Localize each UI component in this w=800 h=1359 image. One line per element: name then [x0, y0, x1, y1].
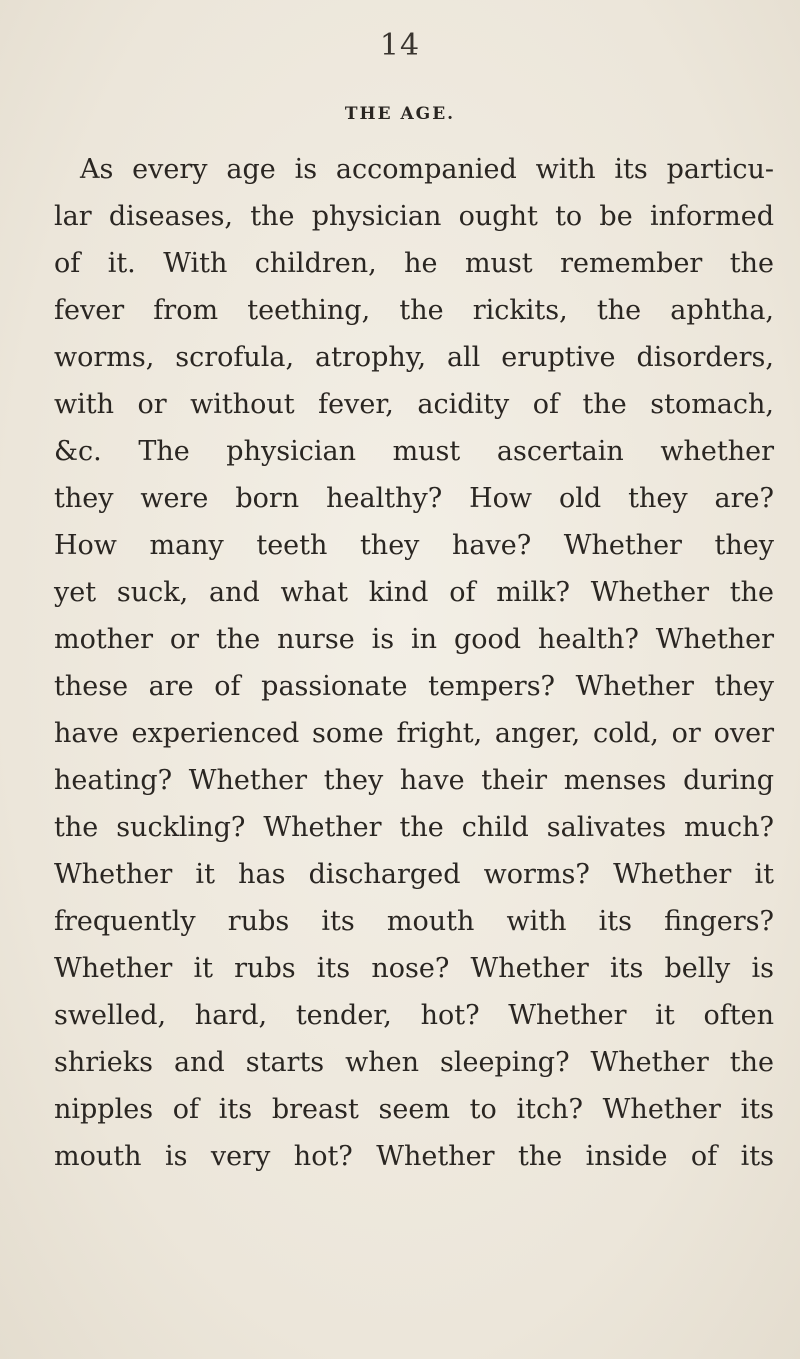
- text-line: frequently rubs its mouth with its fingers?: [54, 906, 774, 937]
- text-line: the suckling? Whether the child salivates much?: [54, 812, 774, 843]
- text-line: they were born healthy? How old they are?: [54, 483, 774, 514]
- page-number: 14: [379, 28, 421, 63]
- text-line: How many teeth they have? Whether they: [54, 530, 774, 561]
- text-line: lar diseases, the physician ought to be informed: [54, 201, 774, 232]
- text-line: worms, scrofula, atrophy, all eruptive disorders,: [54, 342, 774, 373]
- text-line: shrieks and starts when sleeping? Whether the: [54, 1047, 774, 1078]
- text-line: &c. The physician must ascertain whether: [54, 436, 774, 467]
- text-line: these are of passionate tempers? Whether they: [54, 671, 774, 702]
- text-line: As every age is accompanied with its particu-: [80, 154, 774, 185]
- text-line: Whether it has discharged worms? Whether it: [54, 859, 774, 890]
- text-line: heating? Whether they have their menses during: [54, 765, 774, 796]
- text-line: of it. With children, he must remember the: [54, 248, 774, 279]
- text-line: swelled, hard, tender, hot? Whether it often: [54, 1000, 774, 1031]
- text-line: fever from teething, the rickits, the aphtha,: [54, 295, 774, 326]
- text-line: have experienced some fright, anger, cold, or over: [54, 718, 774, 749]
- body-paragraph: [54, 146, 774, 1180]
- text-line: yet suck, and what kind of milk? Whether the: [54, 577, 774, 608]
- text-line: Whether it rubs its nose? Whether its belly is: [54, 953, 774, 984]
- text-line: mouth is very hot? Whether the inside of its: [54, 1141, 774, 1172]
- text-line: nipples of its breast seem to itch? Whether its: [54, 1094, 774, 1125]
- section-heading: THE AGE.: [344, 104, 456, 124]
- text-line: with or without fever, acidity of the stomach,: [54, 389, 774, 420]
- text-line: mother or the nurse is in good health? Whether: [54, 624, 774, 655]
